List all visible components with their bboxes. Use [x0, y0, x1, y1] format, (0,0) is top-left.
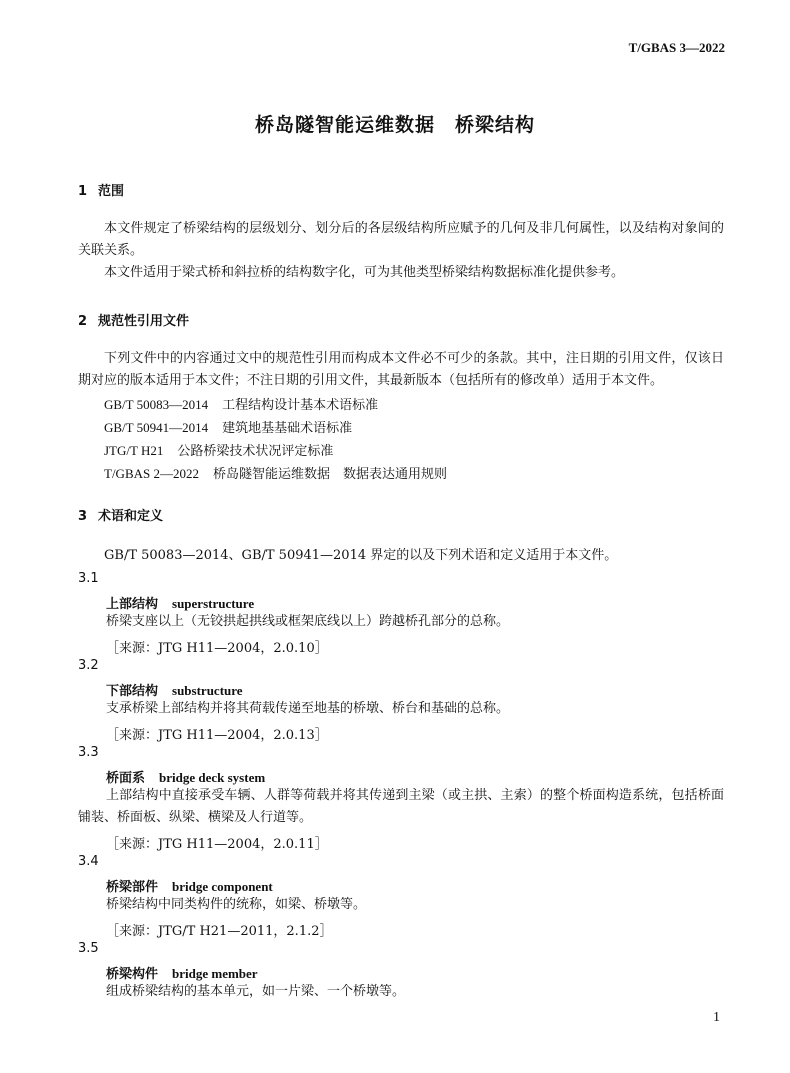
section-number: 2 [78, 314, 88, 329]
term-definition [78, 894, 724, 916]
definition-text: 上部结构中直接承受车辆、人群等荷载并将其传递到主梁（或主拱、主索）的整个桥面构造系统，包括桥面铺装、桥面板、纵梁、横梁及人行道等。 [78, 788, 724, 825]
term-number: 3.3 [78, 745, 99, 760]
section-3-intro [78, 545, 724, 567]
paragraph: GB/T 50083—2014、GB/T 50941—2014 界定的以及下列术语和定义适用于本文件。 [104, 548, 618, 563]
reference-code: GB/T 50941—2014 [104, 420, 209, 435]
term-heading [106, 767, 265, 786]
term-number: 3.4 [78, 854, 99, 869]
reference-name: 建筑地基基础术语标准 [222, 421, 353, 436]
document-title: 桥岛隧智能运维数据 桥梁结构 [254, 114, 535, 136]
reference-code: JTG/T H21 [104, 443, 164, 458]
term-number: 3.1 [78, 571, 99, 586]
term-definition [78, 785, 724, 829]
term-heading [106, 963, 258, 982]
section-1-heading [78, 180, 124, 199]
term-en: bridge member [172, 966, 258, 981]
paragraph: 本文件适用于梁式桥和斜拉桥的结构数字化，可为其他类型桥梁结构数据标准化提供参考。 [104, 265, 625, 280]
term-en: superstructure [172, 596, 255, 611]
definition-text: 桥梁支座以上（无铰拱起拱线或框架底线以上）跨越桥孔部分的总称。 [106, 614, 510, 629]
term-cn: 桥梁构件 [106, 967, 159, 982]
term-definition [78, 611, 724, 633]
term-en: bridge deck system [159, 770, 266, 785]
section-2-heading [78, 310, 189, 329]
section-number: 1 [78, 184, 88, 199]
term-en: bridge component [172, 879, 273, 894]
section-number: 3 [78, 509, 88, 524]
reference-name: 桥岛隧智能运维数据 数据表达通用规则 [212, 467, 447, 482]
term-definition [78, 698, 724, 720]
term-number: 3.2 [78, 658, 99, 673]
term-number: 3.5 [78, 941, 99, 956]
definition-text: 组成桥梁结构的基本单元，如一片梁、一个桥墩等。 [106, 984, 406, 999]
document-code: T/GBAS 3—2022 [628, 40, 725, 55]
term-source: ［来源：JTG H11—2004，2.0.11］ [106, 837, 328, 852]
term-source: ［来源：JTG H11—2004，2.0.10］ [106, 641, 328, 656]
reference-item [104, 417, 447, 440]
term-cn: 桥梁部件 [106, 880, 159, 895]
reference-code: T/GBAS 2—2022 [104, 466, 199, 481]
definition-text: 桥梁结构中同类构件的统称，如梁、桥墩等。 [106, 897, 367, 912]
term-heading [106, 593, 254, 612]
reference-name: 公路桥梁技术状况评定标准 [177, 444, 334, 459]
term-definition [78, 981, 724, 1003]
reference-name: 工程结构设计基本术语标准 [222, 398, 379, 413]
section-3-heading [78, 505, 163, 524]
page-number: 1 [713, 1010, 720, 1025]
term-cn: 上部结构 [106, 597, 159, 612]
term-cn: 下部结构 [106, 684, 159, 699]
definition-text: 支承桥梁上部结构并将其荷载传递至地基的桥墩、桥台和基础的总称。 [106, 701, 510, 716]
term-heading [106, 680, 243, 699]
paragraph: 本文件规定了桥梁结构的层级划分、划分后的各层级结构所应赋予的几何及非几何属性，以及结构对象间的关联关系。 [78, 221, 724, 258]
paragraph: 下列文件中的内容通过文中的规范性引用而构成本文件必不可少的条款。其中，注日期的引用文件，仅该日期对应的版本适用于本文件；不注日期的引用文件，其最新版本（包括所有的修改单）适用于本文件。 [78, 351, 724, 388]
reference-item [104, 394, 447, 417]
section-title: 术语和定义 [98, 509, 164, 524]
reference-item [104, 440, 447, 463]
reference-list [104, 394, 447, 486]
section-title: 规范性引用文件 [98, 314, 190, 329]
reference-code: GB/T 50083—2014 [104, 397, 209, 412]
term-cn: 桥面系 [106, 771, 146, 786]
term-source: ［来源：JTG H11—2004，2.0.13］ [106, 728, 328, 743]
section-2-intro [78, 348, 724, 392]
reference-item [104, 463, 447, 486]
section-title: 范围 [98, 184, 125, 199]
term-source: ［来源：JTG/T H21—2011，2.1.2］ [106, 924, 333, 939]
term-heading [106, 876, 273, 895]
section-1-body [78, 218, 724, 284]
term-en: substructure [172, 683, 243, 698]
